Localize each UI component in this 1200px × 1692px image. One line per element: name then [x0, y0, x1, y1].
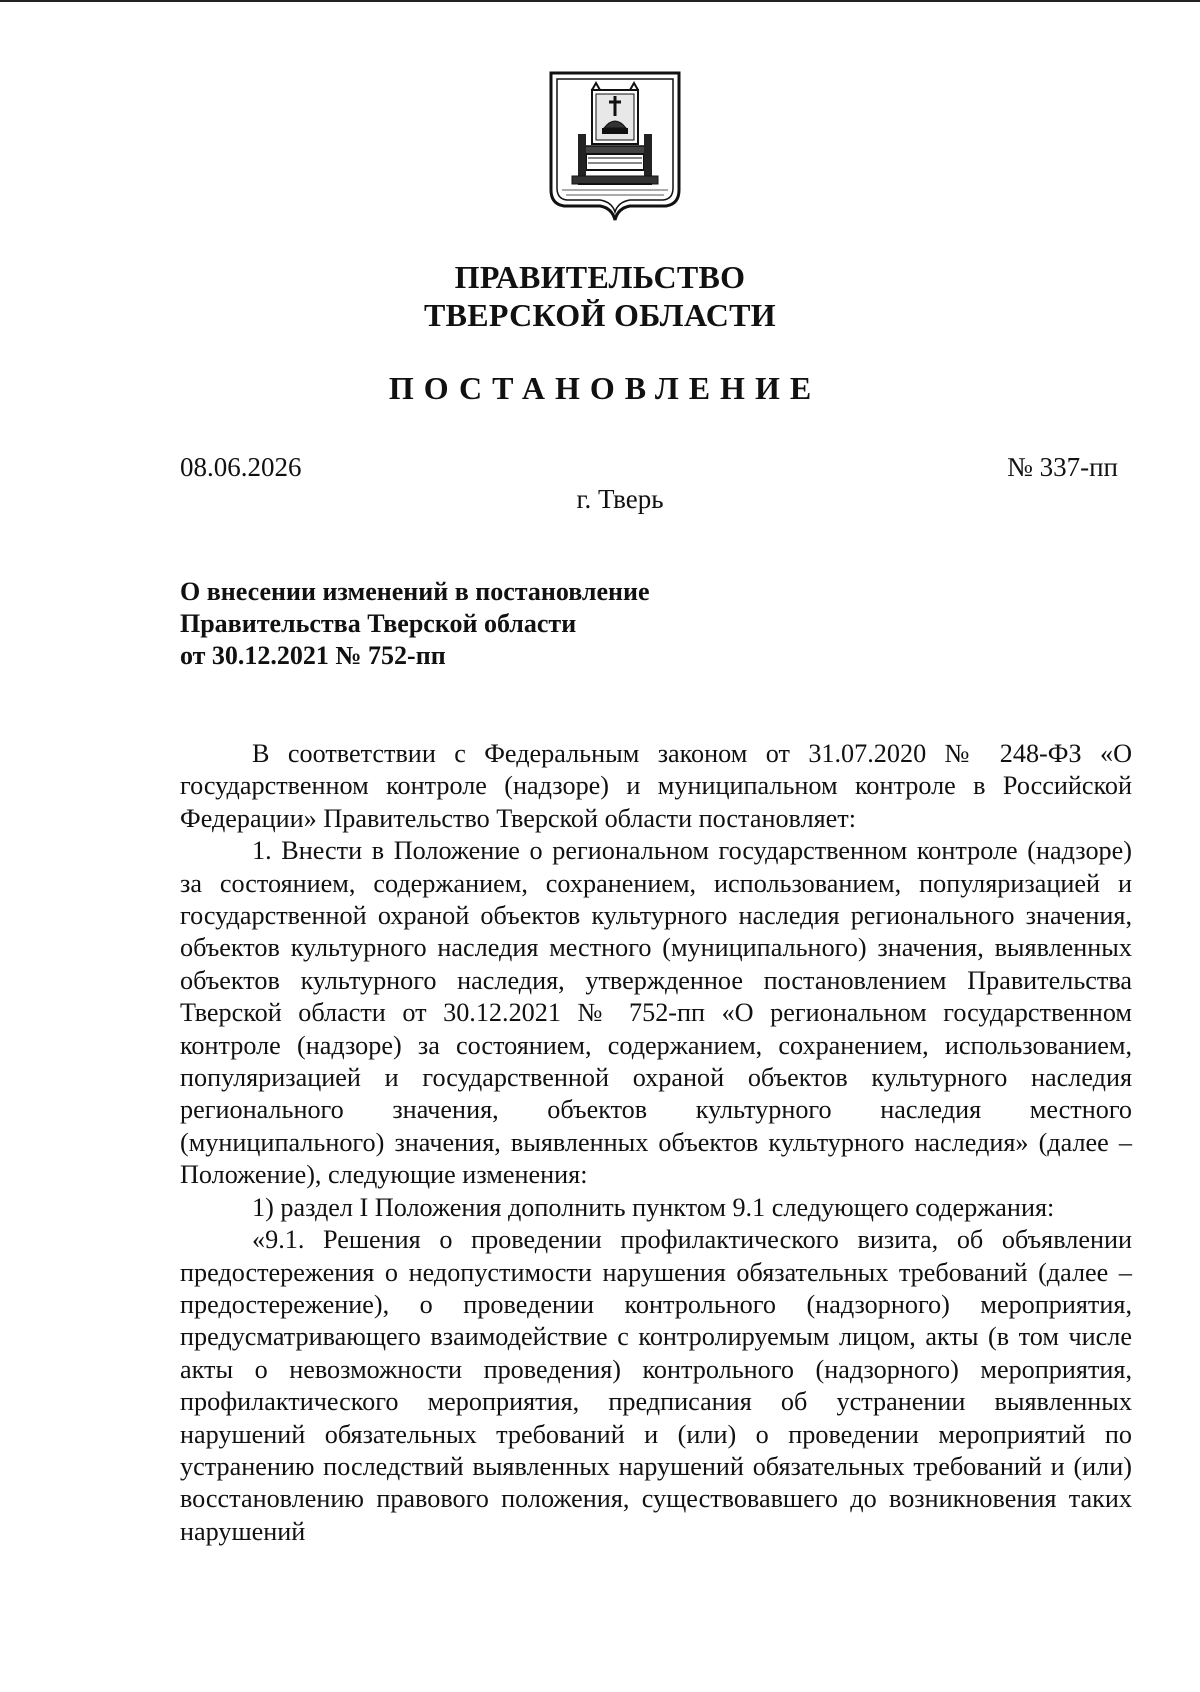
document-date: 08.06.2026 [180, 452, 302, 482]
coat-of-arms-emblem [548, 70, 682, 228]
document-type-title: ПОСТАНОВЛЕНИЕ [388, 370, 822, 406]
document-body [180, 738, 1132, 1548]
subject-line-2: Правительства Тверской области [180, 609, 577, 638]
scan-top-edge [0, 0, 1200, 2]
preamble-paragraph: В соответствии с Федеральным законом от 31.07.2020 № 248-ФЗ «О государственном контроле (надзоре) и муниципальном контроле в Российской Федерации» Правительство Тверской области постановляет: [180, 739, 1132, 833]
document-number: № 337-пп [1007, 452, 1118, 482]
quoted-clause-paragraph: «9.1. Решения о проведении профилактического визита, об объявлении предостережения о недопустимости нарушения обязательных требований (далее – предостережение), о проведении контрольного (надзорного) мероприятия, предусматривающего взаимодействие с контролируемым лицом, акты (в том числе акты о невозможности проведения) контрольного (надзорного) мероприятия, профилактического мероприятия, предписания об устранении выявленных нарушений обязательных требований и (или) о проведении мероприятий по устранению последствий выявленных нарушений обязательных требований и (или) восстановлению правового положения, существовавшего до возникновения таких нарушений [180, 1225, 1132, 1546]
item-1-paragraph: 1. Внести в Положение о региональном государственном контроле (надзоре) за состоянием, содержанием, сохранением, использованием, популяризацией и государственной охраной объектов культурного наследия регионального значения, объектов культурного наследия местного (муниципального) значения, выявленных объектов культурного наследия, утвержденное постановлением Правительства Тверской области от 30.12.2021 № 752-пп «О региональном государственном контроле (надзоре) за состоянием, содержанием, сохранением, использованием, популяризацией и государственной охраной объектов культурного наследия регионального значения, объектов культурного наследия местного (муниципального) значения, выявленных объектов культурного наследия» (далее – Положение), следующие изменения: [180, 836, 1132, 1190]
document-city: г. Тверь [576, 484, 664, 514]
subject-line-1: О внесении изменений в постановление [180, 577, 650, 606]
subject-line-3: от 30.12.2021 № 752-пп [180, 641, 446, 670]
authority-name-line1: ПРАВИТЕЛЬСТВО [454, 259, 746, 295]
subitem-1-paragraph: 1) раздел I Положения дополнить пунктом 9.1 следующего содержания: [252, 1192, 1055, 1222]
authority-name-line2: ТВЕРСКОЙ ОБЛАСТИ [423, 297, 777, 333]
document-subject [180, 576, 650, 672]
